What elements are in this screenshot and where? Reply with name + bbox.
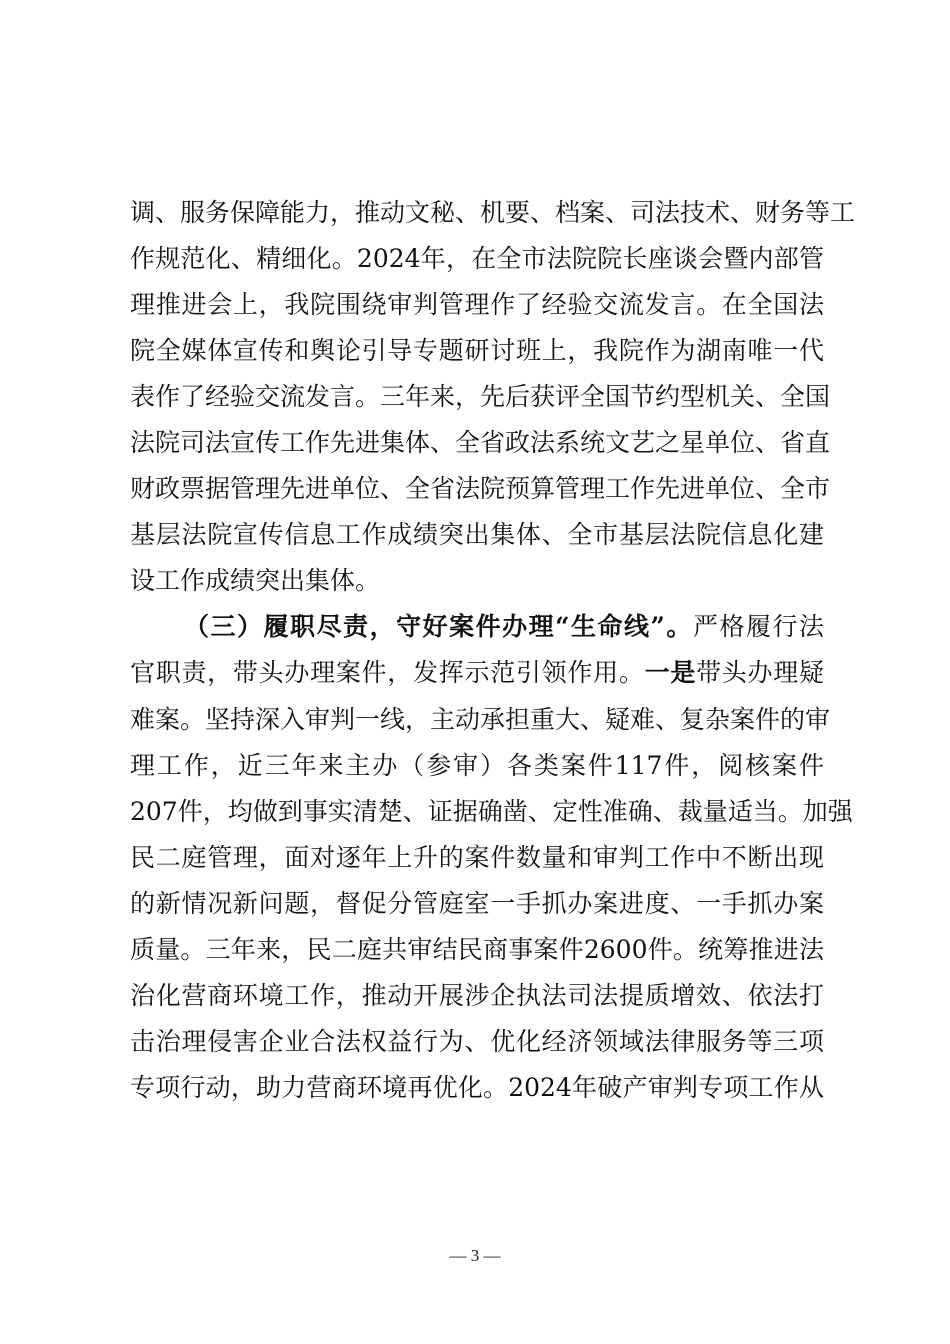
text-line: 207件，均做到事实清楚、证据确凿、定性准确、裁量适当。加强 — [130, 796, 853, 826]
text-line: 治化营商环境工作，推动开展涉企执法司法提质增效、依法打 — [130, 980, 824, 1010]
text-span: 官职责，带头办理案件，发挥示范引领作用。 — [130, 658, 645, 688]
text-line: 调、服务保障能力，推动文秘、机要、档案、司法技术、财务等工 — [130, 198, 856, 227]
text-line: 专项行动，助力营商环境再优化。2024年破产审判专项工作从 — [130, 1072, 824, 1102]
text-line: 理推进会上，我院围绕审判管理作了经验交流发言。在全国法 — [130, 290, 824, 320]
text-line: 作规范化、精细化。2024年，在全市法院院长座谈会暨内部管 — [130, 244, 824, 274]
text-line: 基层法院宣传信息工作成绩突出集体、全市基层法院信息化建 — [130, 520, 824, 550]
text-line: 表作了经验交流发言。三年来，先后获评全国节约型机关、全国 — [130, 382, 831, 412]
text-span: 带头办理疑 — [696, 658, 824, 688]
text-span: 严格履行法 — [692, 612, 824, 642]
text-line: 法院司法宣传工作先进集体、全省政法系统文艺之星单位、省直 — [130, 428, 831, 458]
section-heading-line — [130, 604, 824, 650]
text-line: 的新情况新问题，督促分管庭室一手抓办案进度、一手抓办案 — [130, 888, 824, 918]
text-line — [130, 650, 824, 696]
text-line: 击治理侵害企业合法权益行为、优化经济领域法律服务等三项 — [130, 1026, 824, 1056]
text-line: 民二庭管理，面对逐年上升的案件数量和审判工作中不断出现 — [130, 842, 824, 872]
text-line: 设工作成绩突出集体。 — [130, 566, 381, 596]
page-number: — 3 — — [449, 1246, 501, 1265]
text-line: 理工作，近三年来主办（参审）各类案件117件，阅核案件 — [130, 750, 824, 780]
text-line: 财政票据管理先进单位、全省法院预算管理工作先进单位、全市 — [130, 474, 831, 504]
body-text — [130, 190, 856, 1111]
text-line: 质量。三年来，民二庭共审结民商事案件2600件。统筹推进法 — [130, 934, 824, 964]
section-heading: （三）履职尽责，守好案件办理“生命线”。 — [184, 612, 693, 642]
text-line: 难案。坚持深入审判一线，主动承担重大、疑难、复杂案件的审 — [130, 704, 831, 734]
text-line: 院全媒体宣传和舆论引导专题研讨班上，我院作为湖南唯一代 — [130, 336, 824, 366]
bold-lead: 一是 — [644, 658, 697, 688]
